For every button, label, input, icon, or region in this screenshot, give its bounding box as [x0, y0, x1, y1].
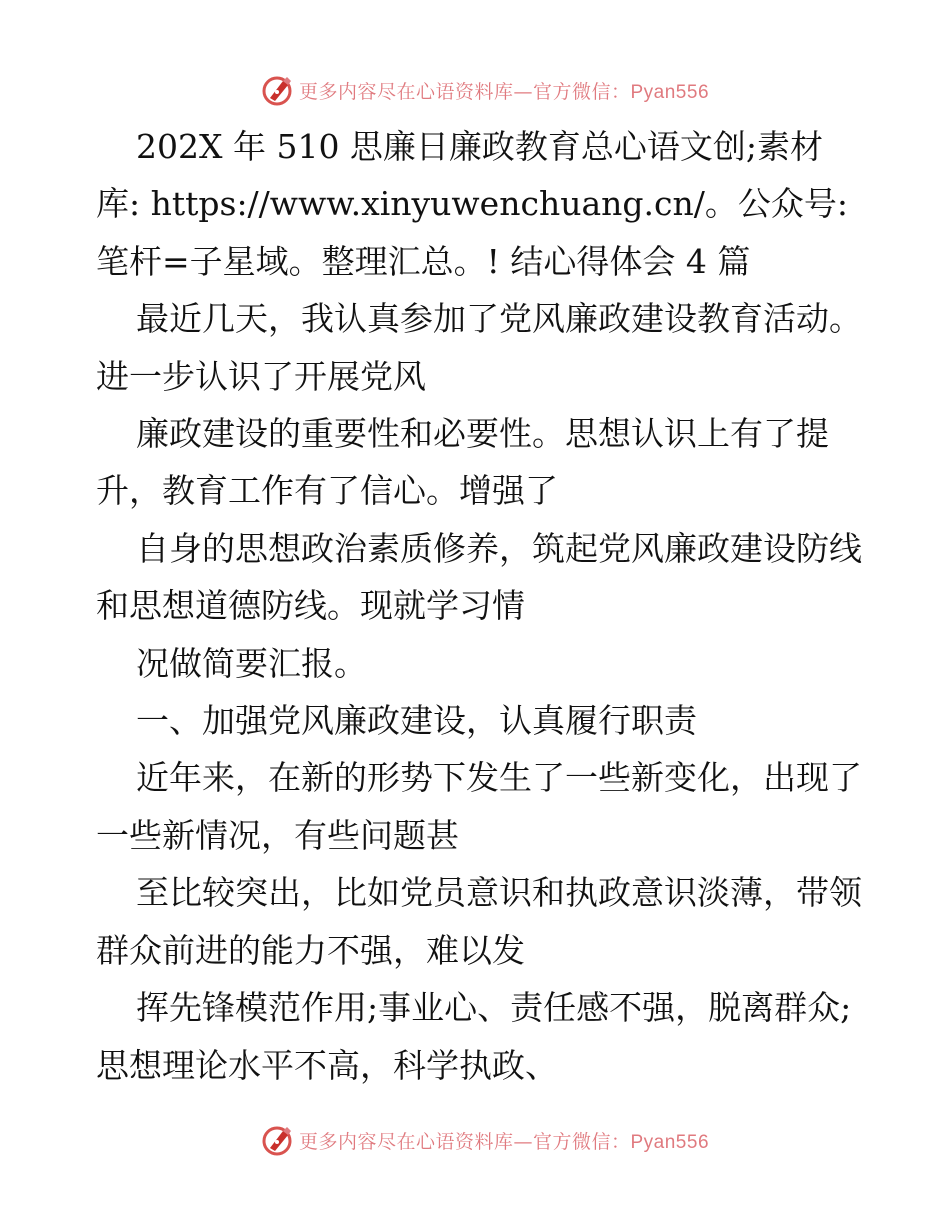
- paragraph: 廉政建设的重要性和必要性。思想认识上有了提升，教育工作有了信心。增强了: [96, 414, 829, 511]
- watermark-wechat-label: 官方微信：: [532, 80, 631, 103]
- paragraph: 近年来，在新的形势下发生了一些新变化，出现了一些新情况，有些问题甚: [96, 758, 862, 855]
- watermark-separator: —: [513, 80, 533, 103]
- watermark-text: [299, 77, 709, 104]
- watermark-site-text: 更多内容尽在心语资料库: [298, 80, 514, 103]
- watermark-separator: —: [513, 1130, 533, 1153]
- document-body: [96, 118, 866, 1094]
- pen-nib-circle-icon: [261, 73, 295, 107]
- section-heading: 一、加强党风廉政建设，认真履行职责: [136, 701, 697, 741]
- paragraph: 最近几天，我认真参加了党风廉政建设教育活动。进一步认识了开展党风: [96, 299, 862, 396]
- pen-nib-circle-icon: [261, 1123, 295, 1157]
- watermark-wechat-label: 官方微信：: [532, 1130, 631, 1153]
- watermark-site-text: 更多内容尽在心语资料库: [298, 1130, 514, 1153]
- header-watermark: [0, 70, 950, 110]
- watermark-text: [299, 1127, 709, 1154]
- watermark-wechat-id: Pyan556: [630, 1131, 710, 1153]
- watermark-wechat-id: Pyan556: [630, 81, 710, 103]
- watermark-group: [261, 1123, 709, 1157]
- paragraph: 挥先锋模范作用;事业心、责任感不强，脱离群众;思想理论水平不高，科学执政、: [96, 988, 852, 1085]
- paragraph-title: 202X 年 510 思廉日廉政教育总心语文创;素材库: https://www.xinyuwenchuang.cn/。公众号:笔杆=子星域。整理汇总。! 结心得体会 4 篇: [96, 127, 848, 281]
- paragraph: 自身的思想政治素质修养，筑起党风廉政建设防线和思想道德防线。现就学习情: [96, 528, 862, 626]
- watermark-group: [261, 73, 709, 107]
- paragraph: 况做简要汇报。: [136, 643, 367, 683]
- paragraph: 至比较突出，比如党员意识和执政意识淡薄，带领群众前进的能力不强，难以发: [96, 873, 862, 970]
- footer-watermark: [0, 1120, 950, 1160]
